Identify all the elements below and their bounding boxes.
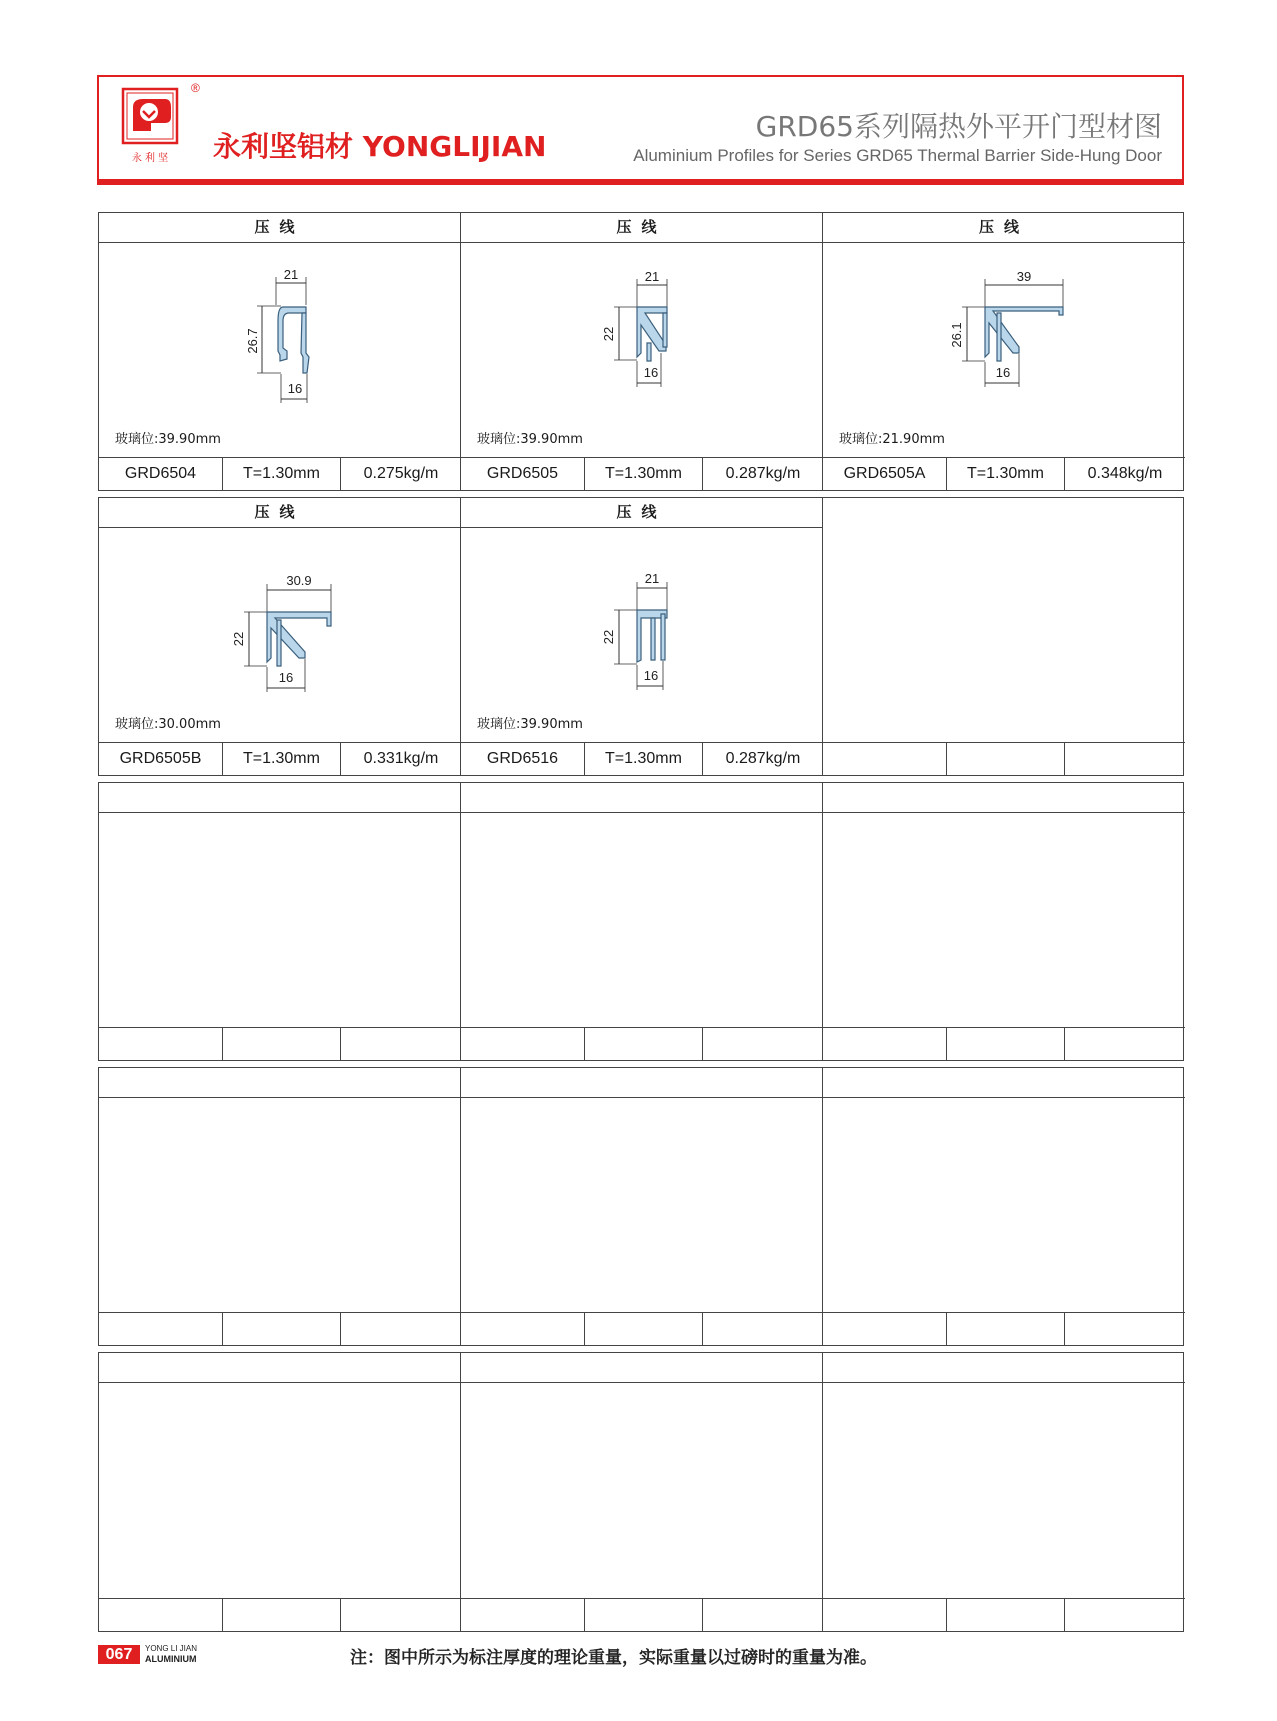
spec-row [461, 1598, 822, 1631]
profile-thickness: T=1.30mm [947, 458, 1065, 490]
empty-spec [99, 1599, 223, 1631]
empty-profile-card [823, 1353, 1185, 1631]
dim-bottom: 16 [995, 365, 1011, 380]
glass-position: 玻璃位:39.90mm [115, 432, 221, 447]
empty-title [823, 1353, 1185, 1383]
empty-profile-card [823, 498, 1185, 775]
profile-weight: 0.287kg/m [725, 465, 801, 482]
empty-title [99, 1068, 460, 1098]
profile-card-grd6505a [823, 213, 1185, 490]
empty-spec [823, 743, 947, 775]
footer-brand [145, 1644, 197, 1665]
empty-spec [947, 743, 1065, 775]
spec-row [99, 742, 460, 775]
dim-top: 39 [1016, 269, 1032, 284]
profile-row-1 [98, 212, 1184, 491]
spec-row [461, 457, 822, 490]
empty-spec [1065, 1028, 1185, 1060]
profile-code: GRD6504 [99, 458, 223, 490]
empty-profile-card [99, 1068, 461, 1345]
profile-code: GRD6505 [461, 458, 585, 490]
empty-spec [585, 1313, 703, 1345]
dim-top: 21 [644, 269, 660, 284]
empty-profile-card [823, 783, 1185, 1060]
empty-spec [1065, 1599, 1185, 1631]
empty-spec [223, 1599, 341, 1631]
dim-bottom: 16 [278, 670, 294, 685]
dim-top: 21 [283, 267, 299, 282]
page-number: 067 [98, 1645, 140, 1664]
empty-spec [341, 1028, 461, 1060]
profile-code: GRD6505B [99, 743, 223, 775]
dim-top: 30.9 [286, 573, 312, 588]
header-accent-bar [97, 180, 1184, 185]
footer-brand-line1: YONG LI JIAN [145, 1644, 198, 1653]
empty-spec [341, 1599, 461, 1631]
page-subtitle: Aluminium Profiles for Series GRD65 Thermal Barrier Side-Hung Door [633, 146, 1162, 165]
empty-profile-card [99, 1353, 461, 1631]
profile-code: GRD6516 [461, 743, 585, 775]
empty-spec [703, 1028, 823, 1060]
spec-row [823, 457, 1185, 490]
empty-spec [585, 1599, 703, 1631]
empty-spec [823, 1028, 947, 1060]
dim-side: 26.1 [949, 322, 964, 348]
empty-title [823, 1068, 1185, 1098]
empty-title [823, 498, 1185, 527]
empty-row-5 [98, 1352, 1184, 1632]
empty-spec [703, 1599, 823, 1631]
weight-note: 注：图中所示为标注厚度的理论重量，实际重量以过磅时的重量为准。 [350, 1648, 877, 1668]
spec-row [823, 742, 1185, 775]
empty-spec [585, 1028, 703, 1060]
profile-row-2 [98, 497, 1184, 776]
empty-spec [341, 1313, 461, 1345]
spec-row [99, 1598, 460, 1631]
dim-top: 21 [644, 571, 660, 586]
empty-spec [99, 1028, 223, 1060]
spec-row [461, 1312, 822, 1345]
empty-spec [1065, 1313, 1185, 1345]
empty-spec [461, 1313, 585, 1345]
profile-weight: 0.275kg/m [363, 465, 439, 482]
profile-title: 压线 [823, 213, 1185, 243]
empty-spec [461, 1028, 585, 1060]
empty-title [823, 783, 1185, 813]
spec-row [823, 1598, 1185, 1631]
profile-title: 压线 [99, 213, 460, 243]
dim-side: 26.7 [245, 328, 260, 354]
spec-row [99, 1312, 460, 1345]
profile-weight: 0.348kg/m [1087, 465, 1163, 482]
registered-mark: ® [191, 81, 200, 95]
glass-position: 玻璃位:39.90mm [477, 432, 583, 447]
empty-profile-card [823, 1068, 1185, 1345]
empty-spec [947, 1313, 1065, 1345]
empty-spec [947, 1599, 1065, 1631]
profile-thickness: T=1.30mm [585, 743, 703, 775]
profile-card-grd6505 [461, 213, 823, 490]
empty-spec [947, 1028, 1065, 1060]
empty-spec [223, 1028, 341, 1060]
empty-spec [1065, 743, 1185, 775]
empty-row-3 [98, 782, 1184, 1061]
empty-row-4 [98, 1067, 1184, 1346]
empty-profile-card [461, 783, 823, 1060]
brand-logo-icon [121, 87, 179, 167]
glass-position: 玻璃位:30.00mm [115, 717, 221, 732]
spec-row [823, 1027, 1185, 1060]
empty-spec [703, 1313, 823, 1345]
footer-brand-line2: ALUMINIUM [145, 1654, 197, 1664]
empty-profile-card [461, 1353, 823, 1631]
logo-caption: 永 利 坚 [131, 153, 169, 164]
spec-row [99, 1027, 460, 1060]
profile-weight: 0.331kg/m [363, 750, 439, 767]
empty-title [99, 1353, 460, 1383]
brand-name: 永利坚铝材 YONGLIJIAN [213, 130, 547, 163]
empty-spec [223, 1313, 341, 1345]
profile-title: 压线 [461, 498, 822, 528]
dim-bottom: 16 [643, 668, 659, 683]
profile-card-grd6504 [99, 213, 461, 490]
profile-card-grd6516 [461, 498, 823, 775]
dim-side: 22 [601, 326, 616, 342]
spec-row [99, 457, 460, 490]
empty-title [99, 783, 460, 813]
profile-thickness: T=1.30mm [585, 458, 703, 490]
dim-bottom: 16 [643, 365, 659, 380]
dim-bottom: 16 [287, 381, 303, 396]
glass-position: 玻璃位:21.90mm [839, 432, 945, 447]
empty-profile-card [99, 783, 461, 1060]
dim-side: 22 [601, 629, 616, 645]
spec-row [461, 742, 822, 775]
profile-weight: 0.287kg/m [725, 750, 801, 767]
glass-position: 玻璃位:39.90mm [477, 717, 583, 732]
empty-spec [99, 1313, 223, 1345]
dim-side: 22 [231, 631, 246, 647]
page-title: GRD65系列隔热外平开门型材图 [755, 110, 1162, 143]
spec-row [461, 1027, 822, 1060]
profile-title: 压线 [461, 213, 822, 243]
spec-row [823, 1312, 1185, 1345]
empty-title [461, 1068, 822, 1098]
profile-thickness: T=1.30mm [223, 743, 341, 775]
empty-spec [823, 1313, 947, 1345]
profile-title: 压线 [99, 498, 460, 528]
empty-title [461, 783, 822, 813]
page-header [97, 75, 1184, 181]
profile-card-grd6505b [99, 498, 461, 775]
empty-profile-card [461, 1068, 823, 1345]
empty-spec [461, 1599, 585, 1631]
empty-spec [823, 1599, 947, 1631]
profile-thickness: T=1.30mm [223, 458, 341, 490]
empty-title [461, 1353, 822, 1383]
profile-code: GRD6505A [823, 458, 947, 490]
